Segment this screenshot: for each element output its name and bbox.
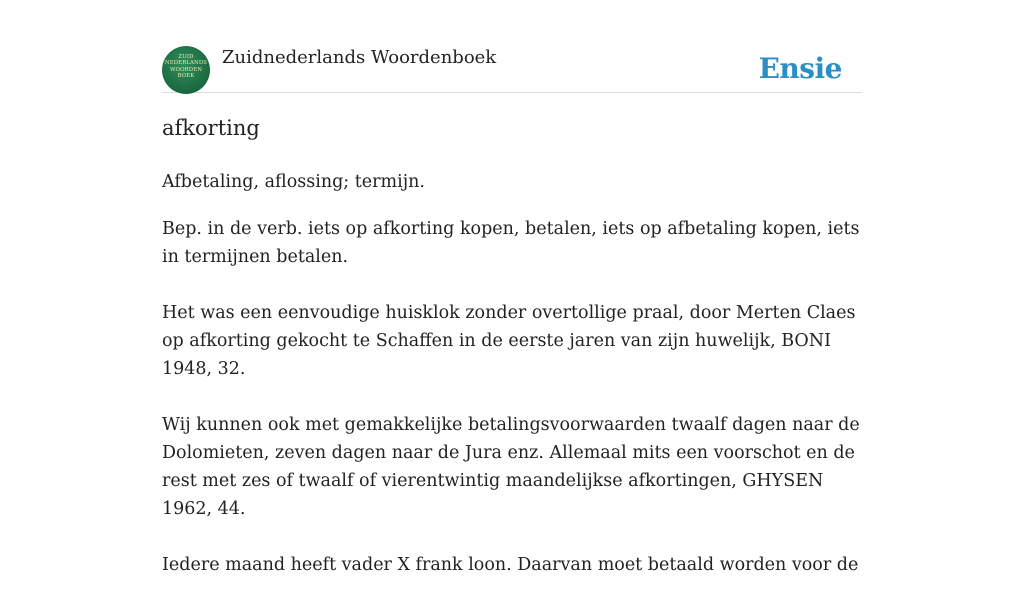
example-quote: Iedere maand heeft vader X frank loon. Daarvan moet betaald worden voor de xyxy=(162,555,859,575)
usage-note: Bep. in de verb. iets op afkorting kopen, betalen, iets op afbetaling kopen, iets in termijnen betalen. xyxy=(162,219,860,267)
source-name-link[interactable]: Zuidnederlands Woordenboek xyxy=(222,47,497,68)
logo-text-line: BOEK xyxy=(177,72,195,79)
example-quote: Het was een eenvoudige huisklok zonder overtollige praal, door Merten Claes op afkorting gekocht te Schaffen in de eerste jaren van zijn huwelijk, BONI 1948, 32. xyxy=(162,303,856,379)
logo-text-line: WOORDEN xyxy=(169,66,203,73)
logo-text-line: NEDERLANDS xyxy=(164,60,208,67)
logo-text xyxy=(162,54,210,79)
ensie-logo-link[interactable]: Ensie xyxy=(758,52,842,85)
entry-content xyxy=(162,168,862,607)
logo-text-line: ZUID xyxy=(178,54,194,60)
example-quote: Wij kunnen ook met gemakkelijke betalingsvoorwaarden twaalf dagen naar de Dolomieten, zeven dagen naar de Jura enz. Allemaal mits een voorschot en de rest met zes of twaalf of vierentwintig maandelijkse afkortingen, GHYSEN 1962, 44. xyxy=(162,415,860,519)
definition: Afbetaling, aflossing; termijn. xyxy=(162,172,425,192)
header xyxy=(162,42,862,93)
entry-page xyxy=(162,0,862,575)
headword: afkorting xyxy=(162,116,260,140)
source-logo[interactable] xyxy=(162,46,210,94)
